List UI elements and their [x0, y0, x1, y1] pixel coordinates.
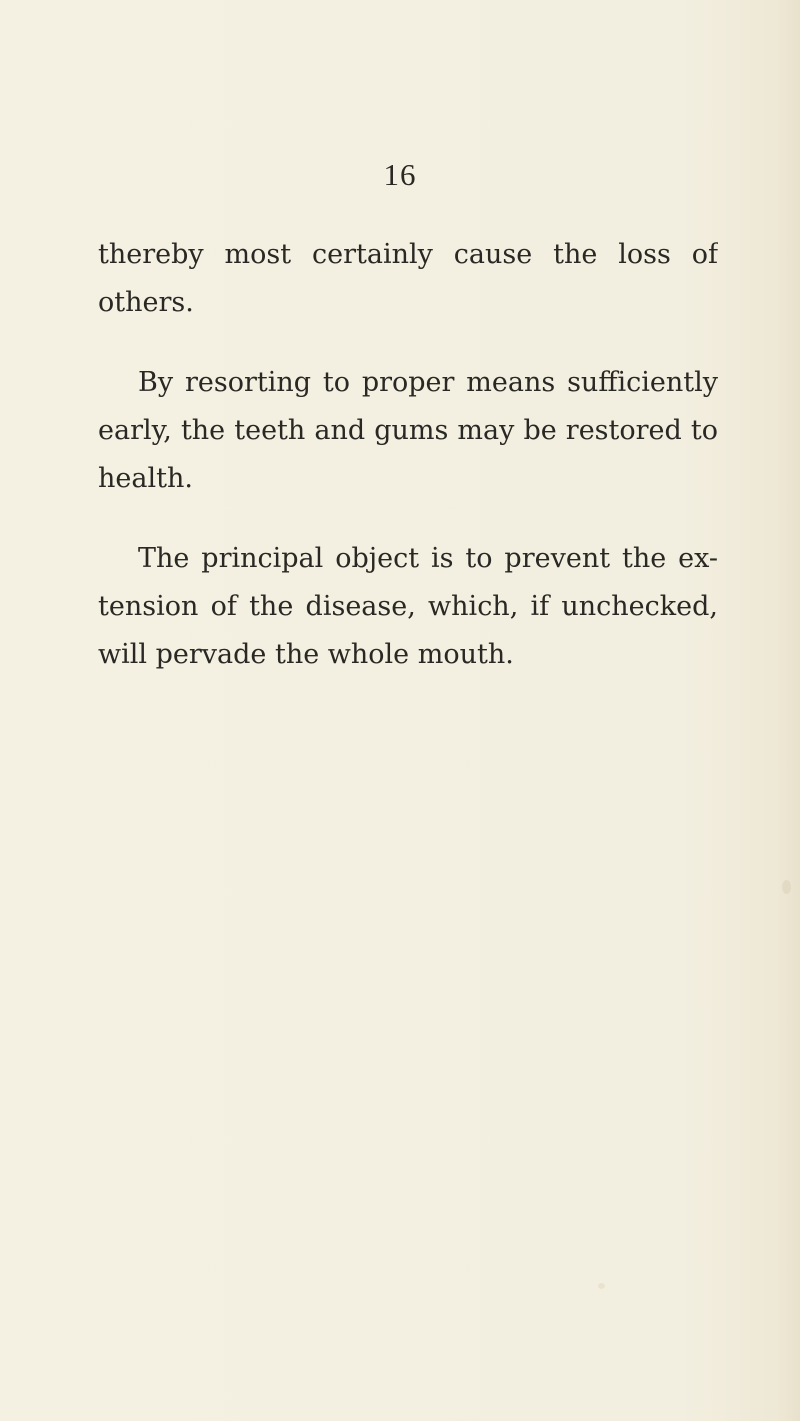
text-line: tension of the disease, which, if unchecked, — [98, 591, 718, 622]
paper-spot — [782, 880, 791, 894]
text-line: others. — [98, 287, 194, 318]
text-line: By resorting to proper means sufficiently — [138, 367, 718, 398]
paper-spot — [598, 1283, 605, 1289]
page-number: 16 — [383, 157, 417, 192]
text-line: The principal object is to prevent the ex- — [138, 543, 718, 574]
text-line: thereby most certainly cause the loss of — [98, 239, 718, 270]
paragraph-principal-object — [98, 535, 718, 679]
paragraph-continuation — [98, 231, 718, 327]
text-line: will pervade the whole mouth. — [98, 639, 514, 670]
paragraph-restoration — [98, 359, 718, 503]
text-line: health. — [98, 463, 193, 494]
text-line: early, the teeth and gums may be restored to — [98, 415, 718, 446]
